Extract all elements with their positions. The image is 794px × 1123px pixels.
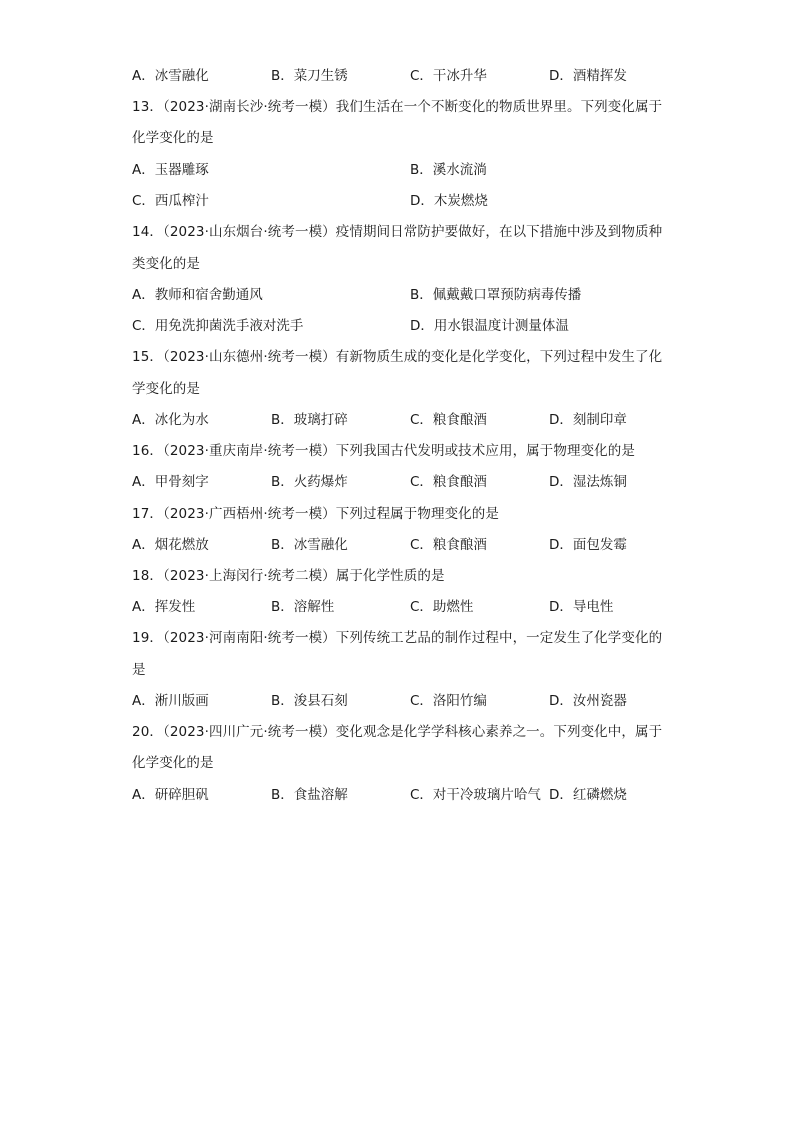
q14-option-d: D．用水银温度计测量体温 [410,318,569,334]
q13-option-b: B．溪水流淌 [410,162,487,178]
q15-option-d: D．刻制印章 [549,412,627,428]
q20-option-d: D．红磷燃烧 [549,787,627,803]
q20-option-c: C．对干冷玻璃片哈气 [410,787,541,803]
q19-option-c: C．洛阳竹编 [410,693,487,709]
q16-option-d: D．湿法炼铜 [549,474,627,490]
q15-stem-line1: 15．（2023·山东德州·统考一模）有新物质生成的变化是化学变化，下列过程中发生了化 [132,349,663,365]
q12-option-a: A．冰雪融化 [132,68,209,84]
q16-option-a: A．甲骨刻字 [132,474,209,490]
q19-option-d: D．汝州瓷器 [549,693,627,709]
q18-option-b: B．溶解性 [271,599,335,615]
q20-stem-line2: 化学变化的是 [132,755,214,771]
q16-stem-line1: 16．（2023·重庆南岸·统考一模）下列我国古代发明或技术应用，属于物理变化的是 [132,443,635,459]
q18-stem-line1: 18．（2023·上海闵行·统考二模）属于化学性质的是 [132,568,445,584]
q16-option-c: C．粮食酿酒 [410,474,487,490]
q12-option-d: D．酒精挥发 [549,68,627,84]
q20-option-b: B．食盐溶解 [271,787,348,803]
q13-option-d: D．木炭燃烧 [410,193,488,209]
q14-option-c: C．用免洗抑菌洗手液对洗手 [132,318,304,334]
q18-option-a: A．挥发性 [132,599,196,615]
q18-option-d: D．导电性 [549,599,614,615]
q12-option-c: C．干冰升华 [410,68,487,84]
q15-option-b: B．玻璃打碎 [271,412,348,428]
q14-stem-line2: 类变化的是 [132,256,200,272]
q17-option-d: D．面包发霉 [549,537,627,553]
q13-option-a: A．玉器雕琢 [132,162,209,178]
q13-stem-line2: 化学变化的是 [132,130,214,146]
q15-stem-line2: 学变化的是 [132,381,200,397]
q19-stem-line2: 是 [132,662,146,678]
q12-option-b: B．菜刀生锈 [271,68,348,84]
q20-option-a: A．研碎胆矾 [132,787,209,803]
q14-stem-line1: 14．（2023·山东烟台·统考一模）疫情期间日常防护要做好，在以下措施中涉及到物质种 [132,224,663,240]
q19-option-b: B．浚县石刻 [271,693,348,709]
q15-option-a: A．冰化为水 [132,412,209,428]
q17-option-a: A．烟花燃放 [132,537,209,553]
q19-stem-line1: 19．（2023·河南南阳·统考一模）下列传统工艺品的制作过程中，一定发生了化学变化的 [132,630,663,646]
q17-option-c: C．粮食酿酒 [410,537,487,553]
q14-option-b: B．佩戴戴口罩预防病毒传播 [410,287,582,303]
q19-option-a: A．淅川版画 [132,693,209,709]
q18-option-c: C．助燃性 [410,599,474,615]
q14-option-a: A．教师和宿舍勤通风 [132,287,263,303]
q13-stem-line1: 13．（2023·湖南长沙·统考一模）我们生活在一个不断变化的物质世界里。下列变化属于 [132,99,663,115]
q17-stem-line1: 17．（2023·广西梧州·统考一模）下列过程属于物理变化的是 [132,506,499,522]
q17-option-b: B．冰雪融化 [271,537,348,553]
q16-option-b: B．火药爆炸 [271,474,348,490]
q15-option-c: C．粮食酿酒 [410,412,487,428]
q20-stem-line1: 20．（2023·四川广元·统考一模）变化观念是化学学科核心素养之一。下列变化中，属于 [132,724,663,740]
q13-option-c: C．西瓜榨汁 [132,193,209,209]
